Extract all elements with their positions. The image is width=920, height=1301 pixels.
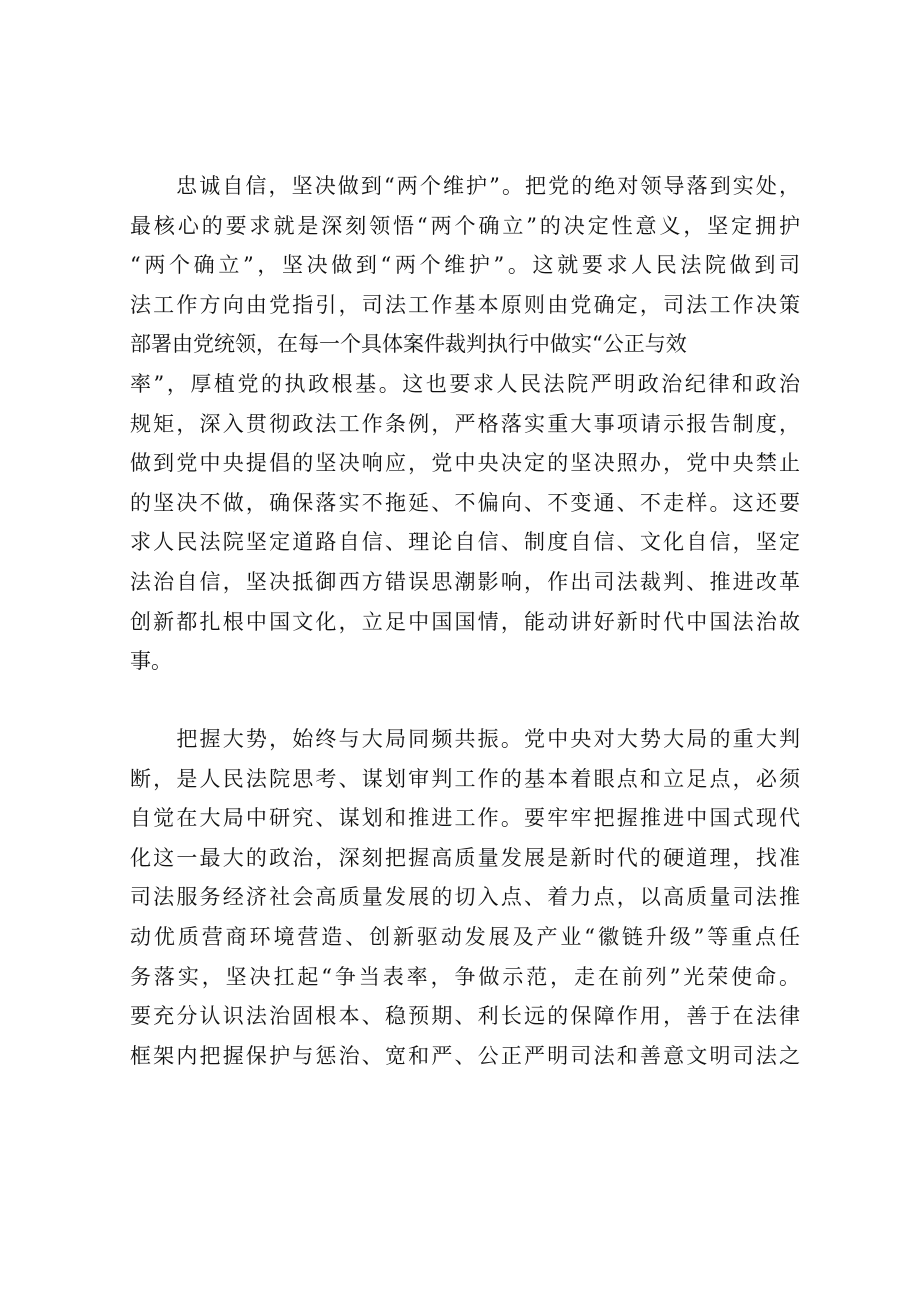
paragraph-loyalty [130, 167, 800, 682]
text-line: 最核心的要求就是深刻领悟“两个确立”的决定性意义，坚定拥护 [130, 213, 800, 238]
text-line: 框架内把握保护与惩治、宽和严、公正严明司法和善意文明司法之 [130, 1043, 800, 1068]
text-line: 化这一最大的政治，深刻把握高质量发展是新时代的硬道理，找准 [130, 845, 800, 870]
text-line: 规矩，深入贯彻政法工作条例，严格落实重大事项请示报告制度， [130, 411, 800, 436]
text-line: 忠诚自信，坚决做到“两个维护”。把党的绝对领导落到实处， [130, 174, 800, 198]
text-line: 求人民法院坚定道路自信、理论自信、制度自信、文化自信，坚定 [130, 530, 800, 555]
text-line: 的坚决不做，确保落实不拖延、不偏向、不变通、不走样。这还要 [130, 490, 800, 515]
text-line: 创新都扎根中国文化，立足中国国情，能动讲好新时代中国法治故 [130, 609, 800, 634]
text-line: 做到党中央提倡的坚决响应，党中央决定的坚决照办，党中央禁止 [130, 451, 800, 476]
text-line: “两个确立”，坚决做到“两个维护”。这就要求人民法院做到司 [130, 253, 800, 278]
text-line: 断，是人民法院思考、谋划审判工作的基本着眼点和立足点，必须 [130, 766, 800, 791]
text-line: 务落实，坚决扛起“争当表率，争做示范，走在前列”光荣使命。 [130, 964, 800, 989]
text-line: 法治自信，坚决抵御西方错误思潮影响，作出司法裁判、推进改革 [130, 569, 800, 594]
text-line: 把握大势，始终与大局同频共振。党中央对大势大局的重大判 [130, 727, 800, 751]
paragraph-overall-situation [130, 720, 800, 1076]
text-line: 动优质营商环境营造、创新驱动发展及产业“徽链升级”等重点任 [130, 924, 800, 949]
text-line: 司法服务经济社会高质量发展的切入点、着力点，以高质量司法推 [130, 885, 800, 910]
text-line: 自觉在大局中研究、谋划和推进工作。要牢牢把握推进中国式现代 [130, 806, 800, 831]
text-line: 法工作方向由党指引，司法工作基本原则由党确定，司法工作决策 [130, 292, 800, 317]
text-line: 事。 [130, 649, 172, 674]
text-line: 率”，厚植党的执政根基。这也要求人民法院严明政治纪律和政治 [130, 371, 800, 396]
text-line: 要充分认识法治固根本、稳预期、利长远的保障作用，善于在法律 [130, 1004, 800, 1029]
text-line: 部署由党统领，在每一个具体案件裁判执行中做实“公正与效 [130, 332, 687, 357]
